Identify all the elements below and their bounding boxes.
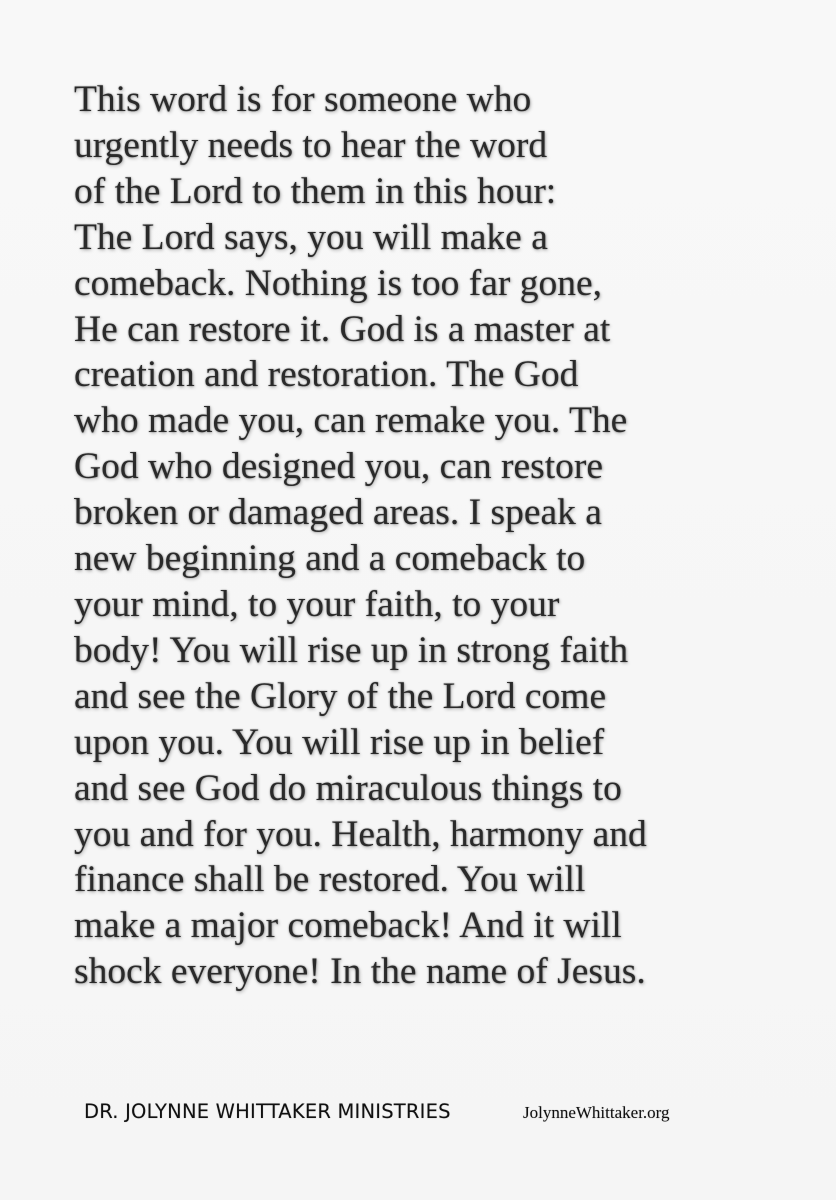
footer [84,1100,764,1126]
message-line: make a major comeback! And it will [74,905,622,947]
message-line: and see the Glory of the Lord come [74,675,607,717]
message-line: upon you. You will rise up in belief [74,721,605,763]
message-line: who made you, can remake you. The [74,400,628,442]
website-url: JolynneWhittaker.org [523,1103,670,1122]
message-line: you and for you. Health, harmony and [74,813,647,855]
prophetic-message [74,77,774,995]
message-line: finance shall be restored. You will [74,859,586,901]
message-line: urgently needs to hear the word [74,124,548,166]
message-line: creation and restoration. The God [74,354,579,396]
message-line: He can restore it. God is a master at [74,308,611,350]
message-line: comeback. Nothing is too far gone, [74,262,602,304]
message-line: broken or damaged areas. I speak a [74,492,602,534]
message-line: and see God do miraculous things to [74,767,622,809]
message-line: shock everyone! In the name of Jesus. [74,951,646,993]
ministry-name: DR. JOLYNNE WHITTAKER MINISTRIES [84,1100,451,1123]
message-line: body! You will rise up in strong faith [74,629,629,671]
message-line: new beginning and a comeback to [74,538,586,580]
message-line: your mind, to your faith, to your [74,583,560,625]
message-line: of the Lord to them in this hour: [74,170,557,212]
message-line: The Lord says, you will make a [74,216,548,258]
message-line: This word is for someone who [74,79,532,120]
message-line: God who designed you, can restore [74,446,604,488]
